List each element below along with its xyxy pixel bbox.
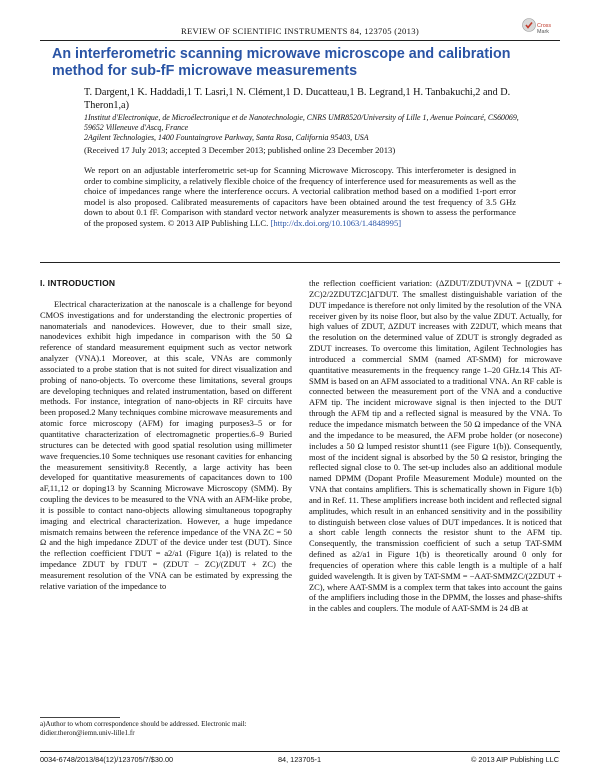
abstract-rule [40,262,560,263]
header-rule [40,40,560,41]
footer-copyright: © 2013 AIP Publishing LLC [471,755,560,764]
section-heading: I. INTRODUCTION [40,278,116,288]
left-column [40,278,292,592]
footnote-rule [40,717,120,718]
doi-link[interactable]: [http://dx.doi.org/10.1063/1.4848995] [270,217,402,228]
footer-page: 84, 123705-1 [278,755,322,764]
affiliation-1: 1Institut d'Electronique, de Microélectronique et de Nanotechnologie, CNRS UMR8520/University of Lille 1, Avenue Poincaré, CS60069, 59652 Villeneuve d'Ascq, France [84,113,519,133]
intro-paragraph-left: Electrical characterization at the nanoscale is a challenge for beyond CMOS investigations and for understanding the electronic properties of nanomaterials and nanodevices. However, due to their small size, nanodevices exhibit high impedance in comparison with the 50 Ω reference of standard measurement equipment such as vector network analyzer (VNA).1 Moreover, at this scale, VNAs are commonly associated to a probe station that is not suited for direct visualization and probing of nano-objects. To overcome these limitations, several groups are developing techniques and related instrumentation, based on different methods. For instance, integration of nano-objects in RF circuits have been proposed.2 Many techniques combine microwave measurements and atomic force microscopy (AFM) for imaging purposes3–5 or for quantitative characterization of electromagnetic properties.6–9 Buried structures can be detected with good spatial resolution using millimeter wave frequencies.10 Some techniques use resonant cavities for enhancing the measurement sensitivity.8 Recently, a large activity has been developed for quantitative measurements of capacitances down to 100 aF,11,12 or doping13 by Scanning Microwave Microscopy (SMM). By coupling the devices to be measured to the VNA with an AFM-like probe, it is possible to contact nano-objects allowing simultaneous topography imaging and electrical characterization. However, a huge impedance mismatch remains between the reference impedance of the VNA ZC = 50 Ω and the high impedance ZDUT of the device under test (DUT). Since the reflection coefficient ΓDUT = a2/a1 (Figure 1(a)) is related to the impedance ZDUT by ΓDUT = (ZDUT − ZC)/(ZDUT + ZC) the measurement resolution of the VNA can be estimated by expressing the relative variation of the impedance to [40,298,292,591]
crossmark-logo[interactable] [522,16,560,40]
svg-text:Mark: Mark [537,29,549,35]
received-dates: (Received 17 July 2013; accepted 3 December 2013; published online 23 December 2013) [84,145,396,155]
footer-issn: 0034-6748/2013/84(12)/123705/7/$30.00 [40,755,174,764]
journal-header: REVIEW OF SCIENTIFIC INSTRUMENTS 84, 123705 (2013) [180,26,420,36]
right-column [309,278,562,614]
intro-paragraph-right: the reflection coefficient variation: (ΔZDUT/ZDUT)VNA = [(ZDUT + ZC)2/2ZDUTZC]ΔΓDUT. The smallest distinguishable variation of the DUT impedance is therefore not only limited by the resolution of the VNA receiver given by its noise floor, but also by the value ZDUT. Actually, for high values of ZDUT, ΔZDUT increases with Z2DUT, which means that the resolution on the determined value of ZDUT is strongly degraded as ZDUT increases. To overcome this limitation, Agilent Technologies has introduced a commercial SMM (named AT-SMM) for microwave quantitative measurements in the frequency range 1–20 GHz.14 This AT-SMM is based on an AFM associated to a traditional VNA. An RF cable is connected between the measurement port of the VNA and a conductive AFM tip. The incident microwave signal is then injected to the DUT through the AFM tip and a reflected signal is measured by the VNA. To reduce the impedance mismatch between the 50 Ω impedance of the VNA and the impedance to be measured, the AFM probe holder (or nosecone) includes a 50 Ω lumped resistor shunt11 (see Figure 1(b)). Consequently, most of the incident signal is absorbed by the 50 Ω resistor, bringing the reflected signal close to 0. The set-up includes also an additional module named DPMM (Dopant Profile Measurement Module) mounted on the VNA that contains amplifiers. This is schematically shown in Figure 1(b) and in Ref. 11. These amplifiers increase both incident and reflected signal amplitudes, which result in an enhanced sensitivity and in the possibility to distinguish between close values of DUT impedances. It is noticed that a short cable length connects the resistor shunt to the AFM tip. Consequently, the transmission coefficient of such a setup TAT-SMM defined as a2/a1 in Figure 1(b) is theoretically around 0 only for frequencies of operation where this cable length is a multiple of a half guided wavelength. It is given by TAT-SMM = −AAT-SMMZC/(2ZDUT + ZC), where AAT-SMM is a complex term that takes into account the gains of the amplifiers including those in the DPMM, the losses and phase-shifts in the cables and couplers. The module of AAT-SMM is 24 dB at [309,278,562,614]
abstract [84,165,516,229]
article-title: An interferometric scanning microwave microscope and calibration method for sub-fF microwave measurements [52,46,511,79]
abstract-text: We report on an adjustable interferometric set-up for Scanning Microwave Microscopy. This interferometer is designed in order to combine simplicity, a relatively flexible choice of the frequency of interference used for measurements as well as the choice of impedances range where the interference occurs. A vectorial calibration method based on a modified 1-port error model is also proposed. Calibrated measurements of capacitors have been obtained around the test frequency of 3.5 GHz down to about 0.1 fF. Comparison with standard vector network analyzer measurements is shown to assess the performance of the proposed system. © 2013 AIP Publishing LLC. [84,165,516,228]
author-list: T. Dargent,1 K. Haddadi,1 T. Lasri,1 N. Clément,1 D. Ducatteau,1 B. Legrand,1 H. Tanbakuchi,2 and D. Theron1,a) [84,87,511,111]
svg-text:Cross: Cross [537,23,552,29]
footnote: a)Author to whom correspondence should be addressed. Electronic mail: didier.theron@iemn.univ-lille1.fr [40,720,247,737]
affiliations [84,113,524,143]
footer-rule [40,751,560,752]
affiliation-2: 2Agilent Technologies, 1400 Fountaingrove Parkway, Santa Rosa, California 95403, USA [84,133,369,143]
